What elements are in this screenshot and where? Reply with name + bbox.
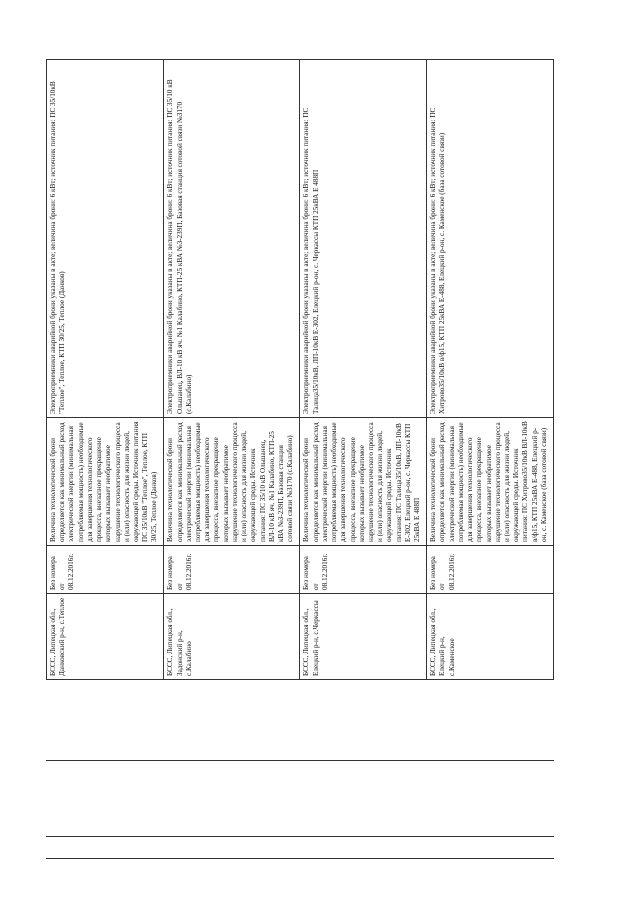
table-row	[47, 60, 164, 680]
divider-line	[46, 858, 554, 859]
table-row	[300, 60, 427, 680]
location-cell: БССС, Липецкая обл., Задонский р-н, с.Калабино	[164, 594, 300, 680]
table-row	[427, 60, 554, 680]
divider-line	[46, 760, 554, 761]
location-cell: БССС, Липецкая обл., Данковский р-н, с.Теплое	[47, 594, 164, 680]
table-row	[164, 60, 300, 680]
tech-reserve-cell: Величина технологической брони определяется как минимальный расход электрической энергии (минимальная потребляемая мощность) необходимые для завершения технологического процесса, внезапное прекращение которых вызывает необратимое нарушение технологического процесса и (или) опасность для жизни людей, окружающей среды. Источник питания: ПС Талица35/10кВ, ЛП-10кВ Е-302, Елецкий р-он, с. Черкассы КТП 25кВА Е 488П	[300, 418, 427, 546]
location-cell: БССС, Липецкая обл., Елецкий р-н, с.Каменское	[427, 594, 554, 680]
rotated-table-content	[46, 60, 554, 680]
emergency-reserve-cell: Электроприемники аварийной брони указаны в акте; величина брони: 6 кВт; источник питания: ПС Талица35/10кВ, ЛП-10кВ Е-302, Елецкий р-он, с. Черкассы КТП 25кВА Е 488П	[300, 60, 427, 418]
location-cell: БССС, Липецкая обл., Елецкий р-н, с.Черкассы	[300, 594, 427, 680]
emergency-reserve-cell: Электроприемники аварийной брони указаны в акте; величина брони: 6 кВт; источник питания: ПС Хитрово35/10кВ в/ф15, КТП 25кВА Е-488, Елецкий р-он, с. Каменское (база сотовой связи)	[427, 60, 554, 418]
tech-reserve-cell: Величина технологической брони определяется как минимальный расход электрической энергии (минимальная потребляемая мощность) необходимые для завершения технологического процесса, внезапное прекращение которых вызывает необратимое нарушение технологического процесса и (или) опасность для жизни людей, окружающей среды. Источник питания ПС 35/10кВ "Теплое", Теплое, КТП 30/25, Теплое (Данков)	[47, 418, 164, 546]
divider-line	[46, 836, 554, 837]
doc-number-cell: Без номера от 08.12.2016г.	[164, 546, 300, 594]
emergency-reserve-cell: Электроприемники аварийной брони указаны в акте; величина брони: 6 кВт; источник питания: ПС 35/10 кВ Ольшанец, ВЛ-10 кВ яч. №1 Калабино, КТП-25 кВА №3-239П, Базовая станция сотовой связи №3170 (с.Калабино)	[164, 60, 300, 418]
rotated-table-frame	[46, 60, 554, 680]
emergency-reserve-cell: Электроприемники аварийной брони указаны в акте; величина брони: 6 кВт; источник питания: ПС 35/10кВ "Теплое", Теплое, КТП 30/25, Теплое (Данков)	[47, 60, 164, 418]
doc-number-cell: Без номера от 08.12.2016г.	[427, 546, 554, 594]
tech-reserve-cell: Величина технологической брони определяется как минимальный расход электрической энергии (минимальная потребляемая мощность) необходимые для завершения технологического процесса, внезапное прекращение которых вызывает необратимое нарушение технологического процесса и (или) опасность для жизни людей, окружающей среды. Источник питания: ПС 35/10 кВ Ольшанец, ВЛ-10 кВ яч. №1 Калабино, КТП-25 кВА №3-239П, Базовая станция сотовой связи №3170 (с.Калабино)	[164, 418, 300, 546]
doc-number-cell: Без номера от 08.12.2016г.	[300, 546, 427, 594]
reserve-table	[46, 59, 554, 680]
doc-number-cell: Без номера от 08.12.2016г.	[47, 546, 164, 594]
tech-reserve-cell: Величина технологической брони определяется как минимальный расход электрической энергии (минимальная потребляемая мощность) необходимые для завершения технологического процесса, внезапное прекращение которых вызывает необратимое нарушение технологического процесса и (или) опасность для жизни людей, окружающей среды. Источник питания: ПС Хитрово35/10кВ ВЛ-10кВ в/ф15, КТП 25кВА Е-488, Елецкий р-он, с. Каменское (база сотовой связи)	[427, 418, 554, 546]
